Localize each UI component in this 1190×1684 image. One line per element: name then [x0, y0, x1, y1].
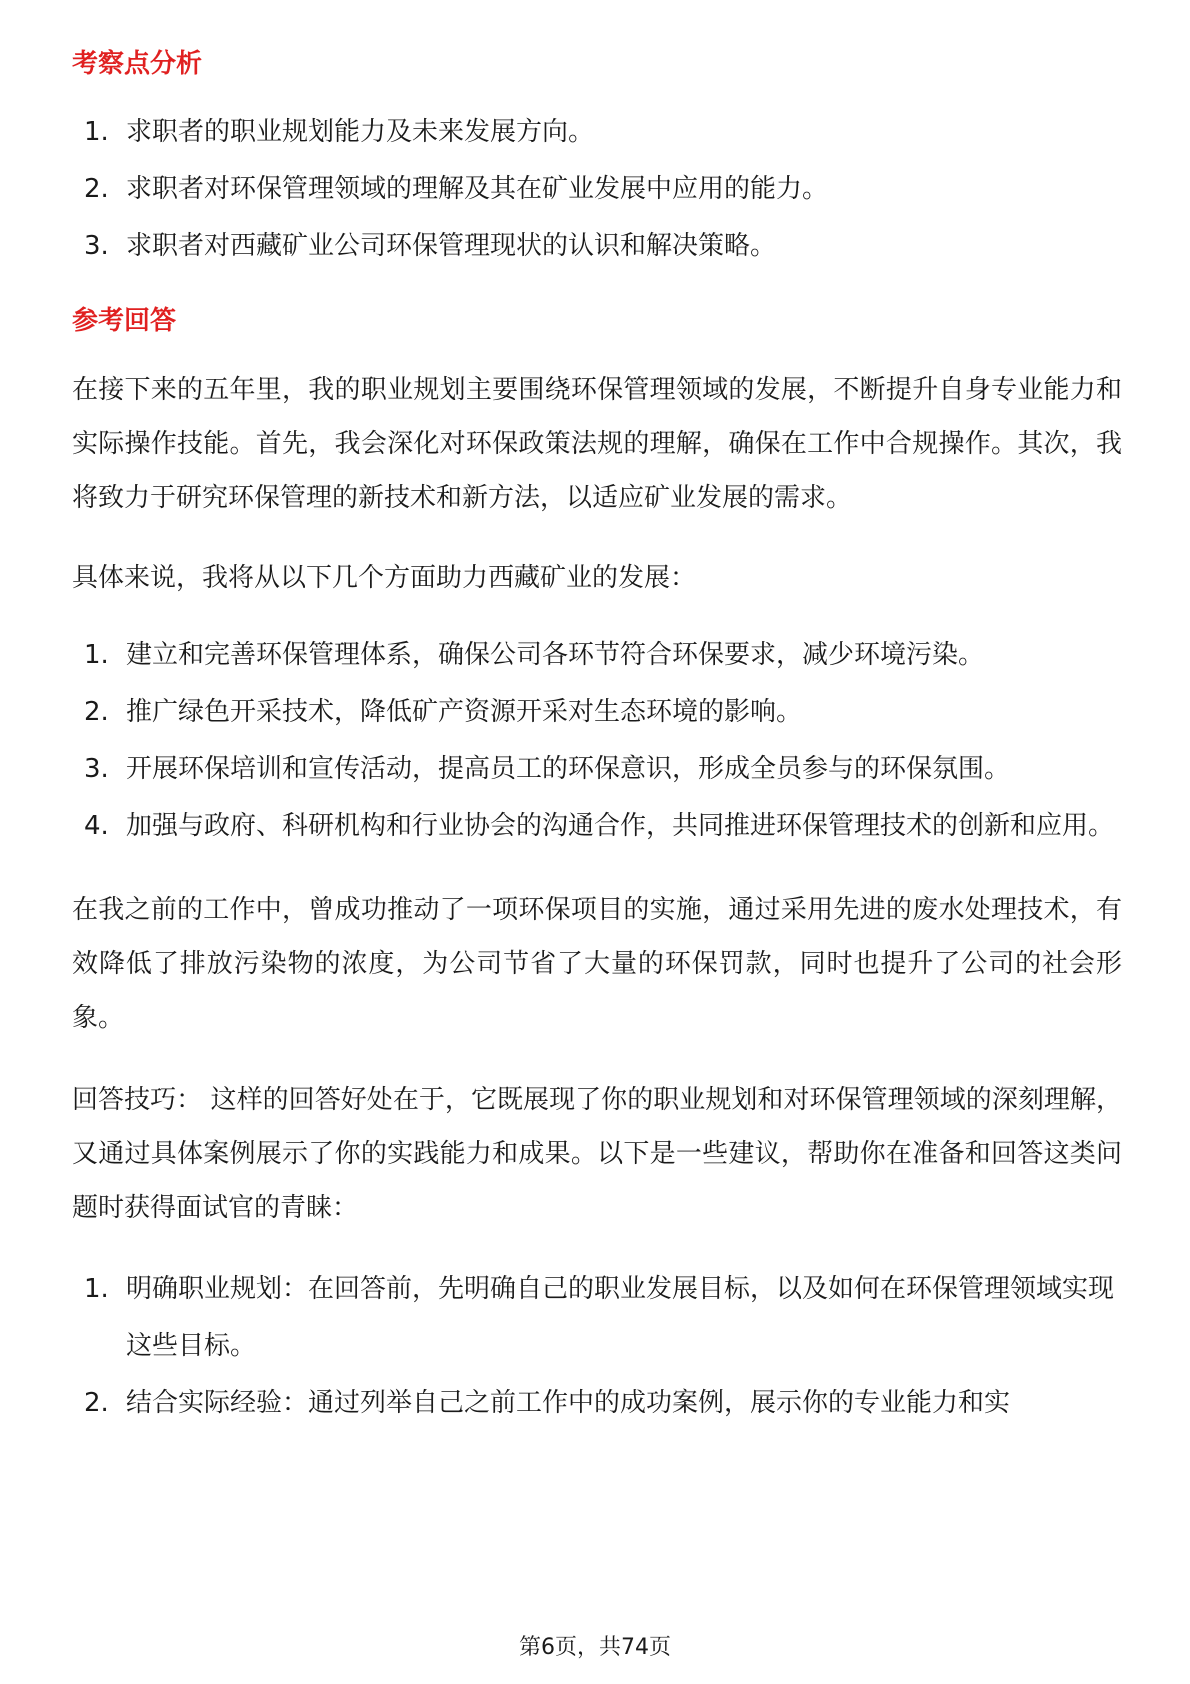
- analysis-list: [72, 104, 1122, 275]
- list-text: 加强与政府、科研机构和行业协会的沟通合作，共同推进环保管理技术的创新和应用。: [126, 811, 1115, 841]
- list-item: [72, 104, 1122, 161]
- plan-list: [72, 627, 1122, 855]
- list-text: 开展环保培训和宣传活动，提高员工的环保意识，形成全员参与的环保氛围。: [126, 754, 1011, 784]
- list-text: 结合实际经验：通过列举自己之前工作中的成功案例，展示你的专业能力和实: [126, 1388, 1011, 1418]
- list-item: [72, 741, 1122, 798]
- list-item: [72, 684, 1122, 741]
- answer-paragraph-1: 在接下来的五年里，我的职业规划主要围绕环保管理领域的发展，不断提升自身专业能力和实际操作技能。首先，我会深化对环保政策法规的理解，确保在工作中合规操作。其次，我将致力于研究环保管理的新技术和新方法，以适应矿业发展的需求。: [72, 375, 1122, 513]
- answer-paragraph-2: 具体来说，我将从以下几个方面助力西藏矿业的发展：: [72, 563, 697, 593]
- list-text: 建立和完善环保管理体系，确保公司各环节符合环保要求，减少环境污染。: [126, 640, 985, 670]
- list-item: [72, 1375, 1122, 1432]
- list-item: [72, 627, 1122, 684]
- list-text: 求职者对环保管理领域的理解及其在矿业发展中应用的能力。: [126, 174, 829, 204]
- answer-paragraph-3: 在我之前的工作中，曾成功推动了一项环保项目的实施，通过采用先进的废水处理技术，有效降低了排放污染物的浓度，为公司节省了大量的环保罚款，同时也提升了公司的社会形象。: [72, 895, 1122, 1033]
- list-number: 2.: [84, 697, 109, 727]
- list-number: 3.: [84, 754, 109, 784]
- list-item: [72, 161, 1122, 218]
- page-number: 第6页，共74页: [519, 1635, 671, 1660]
- list-number: 4.: [84, 811, 109, 841]
- document-content: [72, 44, 1122, 1432]
- analysis-heading: 考察点分析: [72, 49, 203, 79]
- list-text: 明确职业规划：在回答前，先明确自己的职业发展目标，以及如何在环保管理领域实现这些目标。: [126, 1274, 1115, 1361]
- list-number: 1.: [84, 117, 109, 147]
- list-number: 3.: [84, 231, 109, 261]
- list-item: [72, 218, 1122, 275]
- answer-tips-paragraph: 回答技巧： 这样的回答好处在于，它既展现了你的职业规划和对环保管理领域的深刻理解，又通过具体案例展示了你的实践能力和成果。以下是一些建议，帮助你在准备和回答这类问题时获得面试官的青睐：: [72, 1085, 1122, 1223]
- tips-list: [72, 1261, 1122, 1432]
- list-number: 2.: [84, 174, 109, 204]
- list-text: 求职者的职业规划能力及未来发展方向。: [126, 117, 595, 147]
- answer-heading: 参考回答: [72, 306, 177, 336]
- list-number: 2.: [84, 1388, 109, 1418]
- list-item: [72, 798, 1122, 855]
- list-text: 求职者对西藏矿业公司环保管理现状的认识和解决策略。: [126, 231, 777, 261]
- list-text: 推广绿色开采技术，降低矿产资源开采对生态环境的影响。: [126, 697, 803, 727]
- list-item: [72, 1261, 1122, 1375]
- list-number: 1.: [84, 1274, 109, 1304]
- list-number: 1.: [84, 640, 109, 670]
